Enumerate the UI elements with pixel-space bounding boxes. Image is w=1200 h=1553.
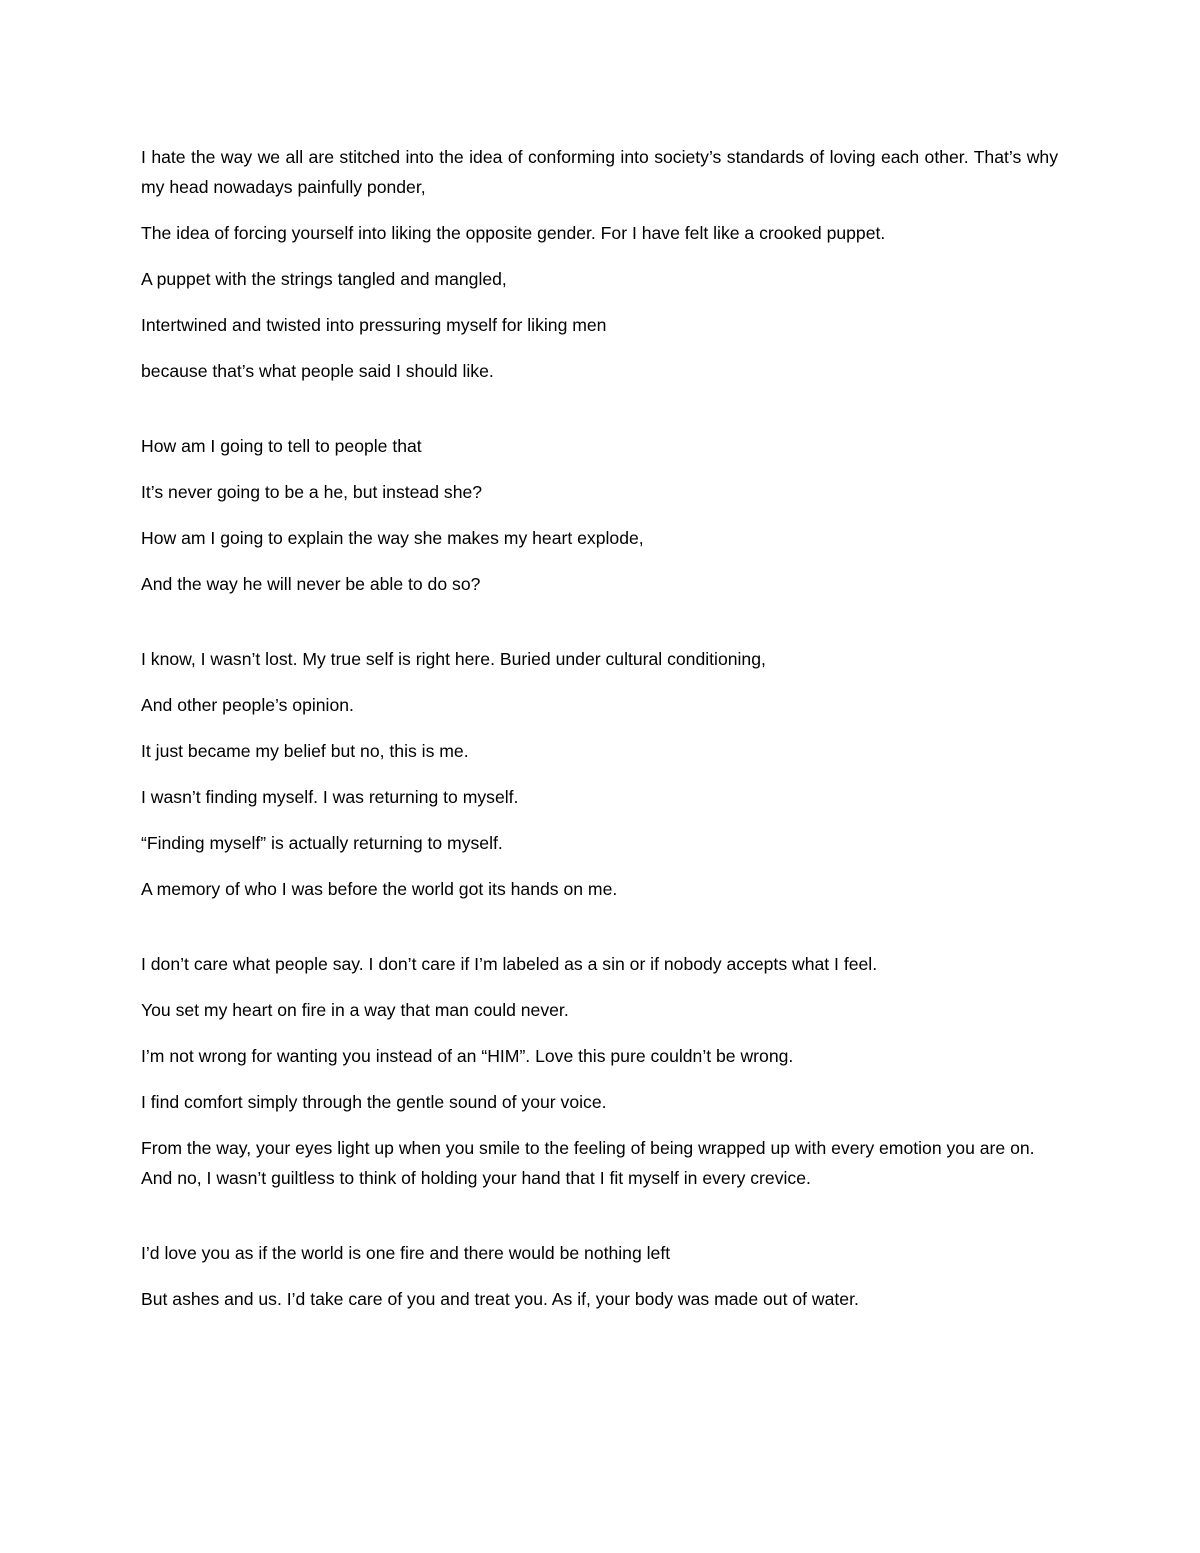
poem-line: I’d love you as if the world is one fire and there would be nothing left [141, 1243, 671, 1263]
poem-line: The idea of forcing yourself into liking the opposite gender. For I have felt like a crooked puppet. [141, 223, 886, 243]
poem-line: It just became my belief but no, this is me. [141, 741, 469, 761]
stanza-2 [141, 431, 1058, 599]
stanza-1 [141, 142, 1058, 386]
stanza-5 [141, 1238, 1058, 1314]
poem-line: You set my heart on fire in a way that man could never. [141, 1000, 569, 1020]
poem-line: I don’t care what people say. I don’t care if I’m labeled as a sin or if nobody accepts what I feel. [141, 954, 878, 974]
poem-line: But ashes and us. I’d take care of you and treat you. As if, your body was made out of water. [141, 1289, 859, 1309]
poem-line: A memory of who I was before the world got its hands on me. [141, 879, 618, 899]
poem-line: Intertwined and twisted into pressuring myself for liking men [141, 315, 607, 335]
stanza-4 [141, 949, 1058, 1193]
poem-line: How am I going to tell to people that [141, 436, 422, 456]
poem-body [141, 142, 1058, 1359]
poem-line: How am I going to explain the way she makes my heart explode, [141, 528, 644, 548]
poem-line: I know, I wasn’t lost. My true self is right here. Buried under cultural conditioning, [141, 649, 766, 669]
poem-line: And other people’s opinion. [141, 695, 354, 715]
poem-line: I hate the way we all are stitched into the idea of conforming into society’s standards of loving each other. That’s why my head nowadays painfully ponder, [141, 147, 1058, 197]
poem-line: I find comfort simply through the gentle sound of your voice. [141, 1092, 607, 1112]
poem-line: I’m not wrong for wanting you instead of an “HIM”. Love this pure couldn’t be wrong. [141, 1046, 794, 1066]
poem-line: A puppet with the strings tangled and mangled, [141, 269, 507, 289]
poem-line: I wasn’t finding myself. I was returning to myself. [141, 787, 519, 807]
poem-line: “Finding myself” is actually returning to myself. [141, 833, 503, 853]
poem-line: because that’s what people said I should like. [141, 361, 494, 381]
poem-line: And the way he will never be able to do so? [141, 574, 481, 594]
stanza-3 [141, 644, 1058, 904]
poem-line: From the way, your eyes light up when you smile to the feeling of being wrapped up with every emotion you are on. And no, I wasn’t guiltless to think of holding your hand that I fit myself in every crevice. [141, 1138, 1035, 1188]
poem-line: It’s never going to be a he, but instead she? [141, 482, 483, 502]
